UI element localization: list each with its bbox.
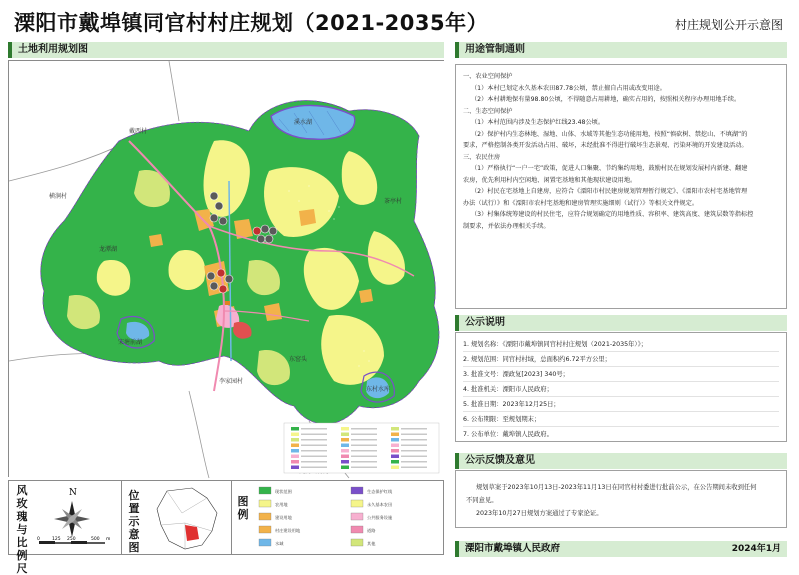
rules-line: 办法（试行）》和《溧阳市农村宅基地和建房管理实施细则（试行）》等相关文件规定。 <box>463 199 699 207</box>
rules-line: （2）保护村内生态林地、湿地、山体、水域等其他生态功能用地，按照“慎砍树、禁挖山、不填湖”的 <box>471 130 748 138</box>
legend-swatch <box>351 539 363 546</box>
map-legend-swatch <box>341 427 349 431</box>
map-legend-line <box>301 428 327 430</box>
map-legend-swatch <box>391 427 399 431</box>
map-legend-line <box>351 439 377 441</box>
location-inset-map <box>147 483 227 553</box>
legend-label: 图例 <box>237 495 249 521</box>
map-label-longtan: 龙潭湖 <box>99 246 118 253</box>
map-legend-swatch <box>391 455 399 459</box>
scale-tick-3: 500 <box>91 537 100 542</box>
map-legend-line <box>401 434 427 436</box>
map-legend-swatch <box>341 460 349 464</box>
divider <box>231 481 232 554</box>
rules-line: 制要求，并依法办理相关手续。 <box>463 222 550 230</box>
legend-item-label: 农用地 <box>275 502 288 507</box>
map-label-chating: 茶亭村 <box>384 198 403 205</box>
map-legend-swatch <box>341 438 349 442</box>
map-legend-line <box>301 445 327 447</box>
rules-line: 要求，严格控制各类开发活动占用、破坏，未经批准不得进行破坏生态景观、污染环境的开发建设活动。 <box>463 142 748 149</box>
notice-item: 6. 公布期限：至规划期末； <box>463 412 779 427</box>
feedback-line: 不同意见。 <box>466 497 498 504</box>
notice-item: 1. 规划名称：《溧阳市戴埠镇同官村村庄规划（2021-2035年）》； <box>463 337 779 352</box>
rules-line: （2）村民在宅基地上自建房，应符合《溧阳市村民建房规划管理暂行规定》、《溧阳市农村宅基地管理 <box>471 188 748 195</box>
map-label-daixi: 戴西村 <box>129 128 148 135</box>
page-subtitle: 村庄规划公开示意图 <box>674 18 783 32</box>
map-legend-swatch <box>291 466 299 470</box>
rules-content <box>455 64 787 309</box>
compass-scale-label: 风玫瑰与比例尺 <box>16 484 28 575</box>
map-legend-swatch <box>291 455 299 459</box>
map-legend-line <box>301 467 327 469</box>
map-legend-line <box>351 434 377 436</box>
map-legend-swatch <box>391 466 399 470</box>
map-legend-line <box>401 450 427 452</box>
notice-item: 4. 批准机关：溧阳市人民政府； <box>463 382 779 397</box>
legend <box>255 483 443 554</box>
map-legend-line <box>301 461 327 463</box>
notice-item: 7. 公布单位：戴埠镇人民政府。 <box>463 431 553 438</box>
map-legend-line <box>301 450 327 452</box>
map-legend-line <box>401 428 427 430</box>
map-legend-line <box>401 461 427 463</box>
map-legend-swatch <box>391 438 399 442</box>
legend-swatch <box>351 526 363 533</box>
legend-item-label: 道路 <box>367 528 376 533</box>
rules-line: 二、生态空间保护 <box>463 107 513 115</box>
legend-swatch <box>259 539 271 546</box>
legend-item-label: 其他 <box>367 541 376 546</box>
rules-line: （3）村集体统筹建设的村民住宅，应符合规划确定的用地性质、容积率、建筑高度、建筑层数等指标控 <box>471 211 754 218</box>
feedback-line: 2023年10月27日规划方案通过了专家论证。 <box>476 510 603 517</box>
map-legend-line <box>351 461 377 463</box>
map-label-dongcun: 东村水库 <box>366 386 391 393</box>
divider <box>121 481 122 554</box>
map-legend-strip <box>8 480 444 575</box>
land-use-map-svg <box>9 61 445 478</box>
map-legend-swatch <box>341 455 349 459</box>
legend-item-label: 生态保护红线 <box>367 489 393 494</box>
map-label-xishui: 溪水湖 <box>294 119 313 126</box>
scale-tick-2: 250 <box>67 537 76 542</box>
legend-item-label: 永久基本农田 <box>367 502 393 507</box>
map-legend-swatch <box>391 433 399 437</box>
map-legend-line <box>301 456 327 458</box>
legend-swatch <box>259 526 271 533</box>
map-legend-line <box>351 450 377 452</box>
legend-swatch <box>351 487 363 494</box>
notice-item: 3. 批准文号：溧政复[2023] 340号； <box>463 367 779 382</box>
feedback-line: 规划草案于2023年10月13日-2023年11月13日在同官村村委进行批前公示，在公告期间未收到任何 <box>476 484 757 491</box>
rules-line: 一、农业空间保护 <box>463 73 513 80</box>
scale-tick-1: 125 <box>52 537 61 542</box>
legend-item-label: 现状范围 <box>275 489 292 494</box>
map-legend-swatch <box>391 460 399 464</box>
map-legend-swatch <box>291 460 299 464</box>
notice-item: 2. 规划范围：同官村村域，总面积约6.72平方公里； <box>463 352 779 367</box>
location-label: 位置示意图 <box>128 489 140 554</box>
issuer: 溧阳市戴埠镇人民政府 <box>455 541 655 557</box>
legend-swatch <box>351 500 363 507</box>
scale-tick-0: 0 <box>37 537 40 542</box>
map-legend-swatch <box>391 444 399 448</box>
map-legend-swatch <box>341 433 349 437</box>
rules-line: （1）严格执行“一户一宅”政策，促进人口集聚、节约集约用地，鼓励村民在规划发展村内新建、翻建 <box>471 165 748 172</box>
map-legend-line <box>401 456 427 458</box>
legend-swatch <box>351 513 363 520</box>
legend-swatch <box>259 487 271 494</box>
map-legend-swatch <box>291 449 299 453</box>
rules-line: 三、农民住房 <box>463 153 501 161</box>
map-legend-swatch <box>341 444 349 448</box>
map-legend-line <box>351 428 377 430</box>
map-label-dongyaotou: 东窑头 <box>289 356 308 363</box>
feedback-content <box>455 470 787 528</box>
map-legend-line <box>401 467 427 469</box>
map-legend-line <box>301 439 327 441</box>
rules-line: （2）本村耕地保有量98.80公顷，不得随意占用耕地，确实占用的，按照相关程序办理用地手续。 <box>471 96 741 103</box>
legend-item-label: 水域 <box>275 541 284 546</box>
rules-line: （1）本村已划定永久基本农田87.78公顷，禁止擅自占用或改变用途。 <box>471 84 666 92</box>
map-legend-line <box>351 467 377 469</box>
rules-heading: 用途管制通则 <box>455 42 787 58</box>
map-legend-line <box>351 445 377 447</box>
map-legend-swatch <box>341 449 349 453</box>
notice-item: 5. 批准日期：2023年12月25日； <box>463 397 779 412</box>
feedback-heading: 公示反馈及意见 <box>455 453 787 469</box>
land-use-map[interactable] <box>8 60 444 477</box>
map-legend-swatch <box>391 449 399 453</box>
map-label-lijiayuan: 李家园村 <box>219 378 244 385</box>
notice-heading: 公示说明 <box>455 315 787 331</box>
map-legend-line <box>401 439 427 441</box>
map-heading: 土地利用规划图 <box>8 42 444 58</box>
map-legend-swatch <box>291 427 299 431</box>
publish-date: 2024年1月 <box>655 541 787 557</box>
map-legend-line <box>401 445 427 447</box>
legend-item-label: 村庄建设用地 <box>275 528 301 533</box>
page-title: 溧阳市戴埠镇同官村村庄规划（2021-2035年） <box>14 11 489 35</box>
map-legend-swatch <box>291 444 299 448</box>
map-legend-swatch <box>291 433 299 437</box>
map-legend-line <box>301 434 327 436</box>
rules-line: （1）本村范围内涉及生态保护红线23.48公顷。 <box>471 119 605 126</box>
map-legend-swatch <box>291 438 299 442</box>
map-legend-swatch <box>341 466 349 470</box>
map-label-songtang: 宋塘前湖 <box>118 339 143 346</box>
map-legend-line <box>351 456 377 458</box>
legend-swatch <box>259 513 271 520</box>
compass-rose <box>33 485 111 551</box>
north-label: N <box>69 488 77 498</box>
legend-item-label: 建设用地 <box>275 515 292 520</box>
notice-content <box>455 332 787 442</box>
map-label-hengjian: 横涧村 <box>49 193 68 200</box>
legend-item-label: 公共服务设施 <box>367 515 393 520</box>
legend-swatch <box>259 500 271 507</box>
rules-line: 农房，优先利用村内空闲地、闲置宅基地和其他现状建设用地。 <box>463 176 637 184</box>
scale-unit: m <box>106 537 111 542</box>
